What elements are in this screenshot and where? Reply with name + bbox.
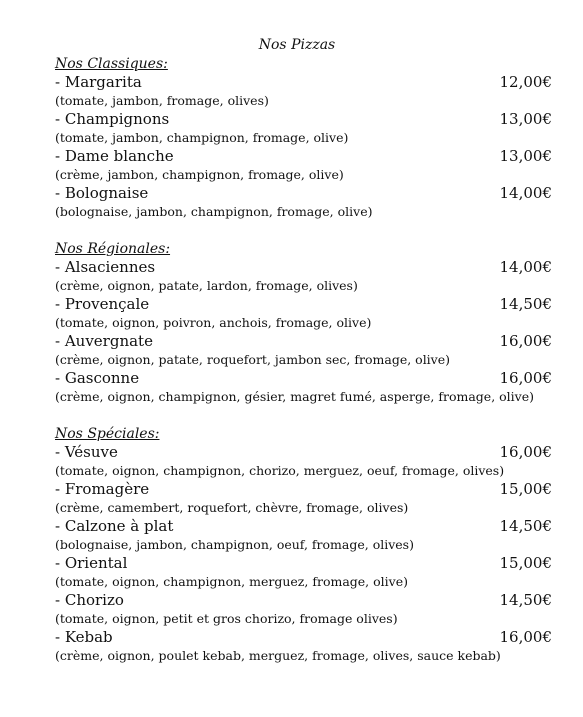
item-description: (tomate, oignon, champignon, chorizo, merguez, oeuf, fromage, olives) xyxy=(55,463,505,478)
item-name: - Chorizo xyxy=(55,591,124,609)
section-regionales xyxy=(55,240,553,406)
item-price: 13,00€ xyxy=(499,110,552,128)
item-description: (crème, camembert, roquefort, chèvre, fromage, olives) xyxy=(55,500,409,515)
item-description: (tomate, oignon, champignon, merguez, fromage, olive) xyxy=(55,574,408,589)
item-description: (crème, oignon, champignon, gésier, magret fumé, asperge, fromage, olive) xyxy=(55,389,535,404)
item-price: 14,50€ xyxy=(499,591,552,609)
item-description: (tomate, oignon, petit et gros chorizo, fromage olives) xyxy=(55,611,398,626)
section-classiques xyxy=(55,55,553,221)
item-name: - Auvergnate xyxy=(55,332,153,350)
item-name: - Fromagère xyxy=(55,480,150,498)
section-speciales xyxy=(55,425,553,665)
item-price: 14,00€ xyxy=(499,184,552,202)
menu-item xyxy=(55,258,553,295)
item-description: (bolognaise, jambon, champignon, oeuf, fromage, olives) xyxy=(55,537,414,552)
menu-item xyxy=(55,332,553,369)
item-name: - Oriental xyxy=(55,554,128,572)
item-name: - Vésuve xyxy=(55,443,118,461)
item-name: - Bolognaise xyxy=(55,184,149,202)
item-name: - Gasconne xyxy=(55,369,140,387)
section-title: Nos Spéciales: xyxy=(55,426,160,442)
item-price: 12,00€ xyxy=(499,73,552,91)
item-price: 16,00€ xyxy=(499,628,552,646)
menu-item xyxy=(55,110,553,147)
item-name: - Dame blanche xyxy=(55,147,174,165)
item-price: 13,00€ xyxy=(499,147,552,165)
menu-item xyxy=(55,147,553,184)
item-name: - Kebab xyxy=(55,628,113,646)
item-name: - Alsaciennes xyxy=(55,258,156,276)
item-price: 16,00€ xyxy=(499,332,552,350)
menu-item xyxy=(55,295,553,332)
item-price: 14,00€ xyxy=(499,258,552,276)
item-price: 15,00€ xyxy=(499,480,552,498)
menu-item xyxy=(55,369,553,406)
item-price: 16,00€ xyxy=(499,443,552,461)
item-price: 15,00€ xyxy=(499,554,552,572)
item-description: (tomate, jambon, fromage, olives) xyxy=(55,93,269,108)
item-description: (bolognaise, jambon, champignon, fromage, olive) xyxy=(55,204,373,219)
menu-item xyxy=(55,554,553,591)
menu-item xyxy=(55,517,553,554)
item-description: (crème, oignon, poulet kebab, merguez, fromage, olives, sauce kebab) xyxy=(55,648,501,663)
menu-page xyxy=(55,36,553,665)
item-description: (tomate, oignon, poivron, anchois, fromage, olive) xyxy=(55,315,372,330)
item-description: (tomate, jambon, champignon, fromage, olive) xyxy=(55,130,349,145)
item-description: (crème, oignon, patate, roquefort, jambon sec, fromage, olive) xyxy=(55,352,451,367)
section-title: Nos Régionales: xyxy=(55,241,171,257)
menu-title: Nos Pizzas xyxy=(258,37,336,53)
menu-item xyxy=(55,628,553,665)
item-description: (crème, jambon, champignon, fromage, olive) xyxy=(55,167,344,182)
item-name: - Calzone à plat xyxy=(55,517,174,535)
item-name: - Provençale xyxy=(55,295,150,313)
item-price: 16,00€ xyxy=(499,369,552,387)
item-price: 14,50€ xyxy=(499,295,552,313)
item-price: 14,50€ xyxy=(499,517,552,535)
menu-item xyxy=(55,480,553,517)
item-name: - Margarita xyxy=(55,73,142,91)
section-title: Nos Classiques: xyxy=(55,56,168,72)
menu-item xyxy=(55,184,553,221)
item-description: (crème, oignon, patate, lardon, fromage, olives) xyxy=(55,278,358,293)
menu-item xyxy=(55,591,553,628)
menu-item xyxy=(55,73,553,110)
item-name: - Champignons xyxy=(55,110,170,128)
menu-item xyxy=(55,443,553,480)
